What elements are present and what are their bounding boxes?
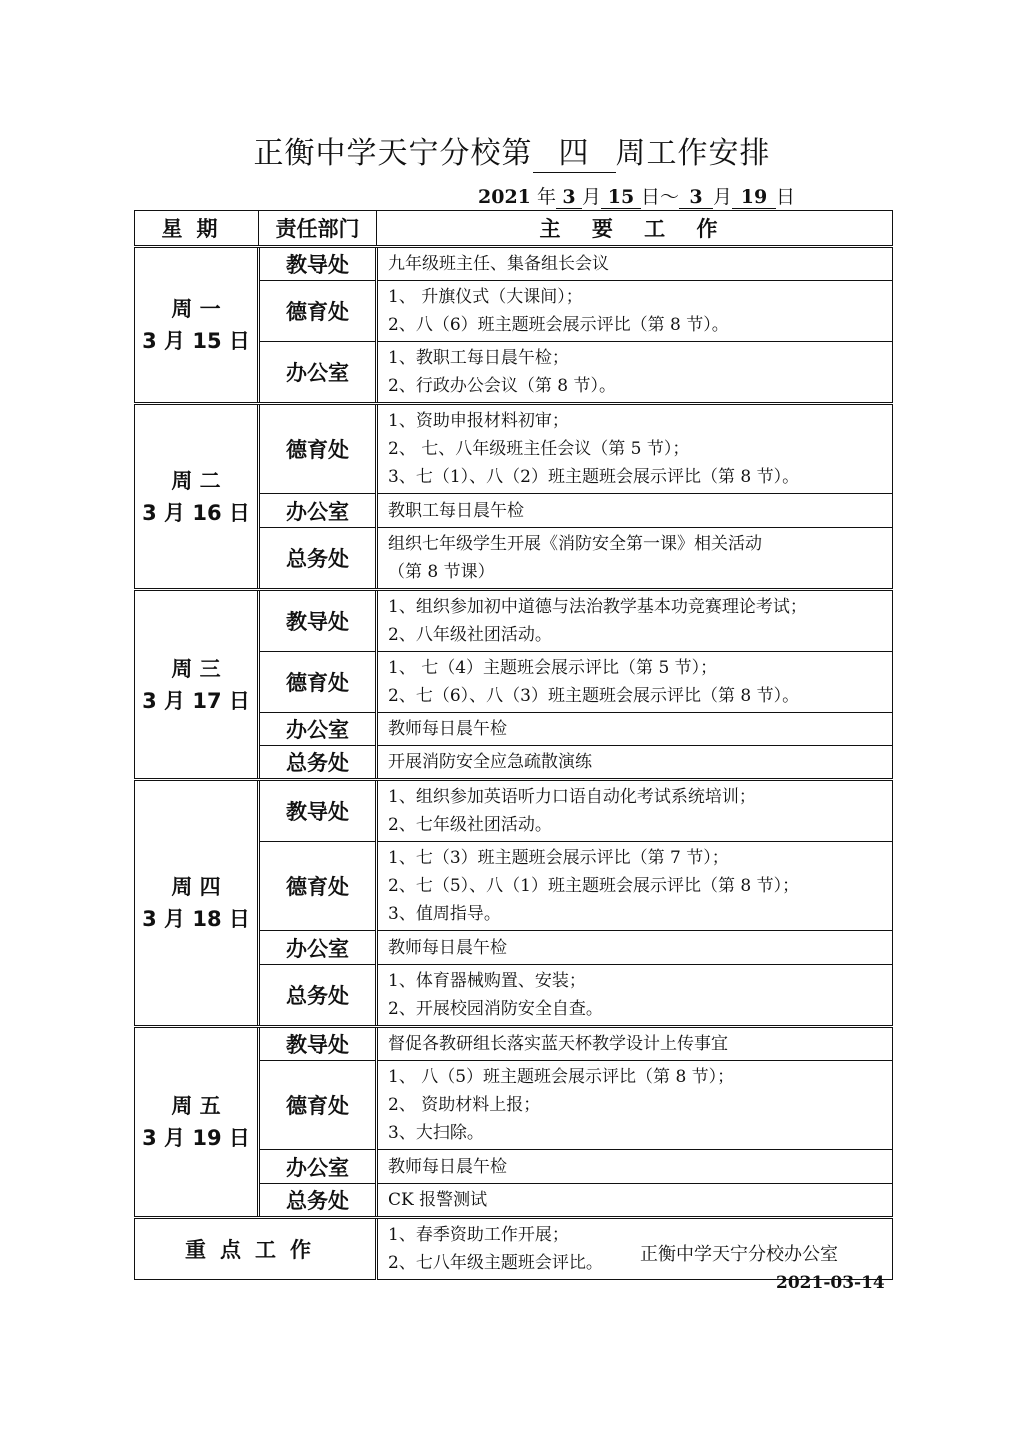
department-cell: 德育处 <box>259 281 377 342</box>
weekday-label: 周 二 <box>171 468 221 493</box>
date-month-unit-2: 月 <box>713 186 733 208</box>
department-cell: 办公室 <box>259 494 377 528</box>
work-item: 2、八年级社团活动。 <box>388 625 552 645</box>
work-item: 1、教职工每日晨午检； <box>388 348 569 368</box>
weekday-date: 3 月 15 日 <box>142 329 250 353</box>
weekday-cell <box>135 247 259 404</box>
table-row <box>135 247 893 281</box>
key-work-label: 重点工作 <box>135 1218 377 1280</box>
weekday-date: 3 月 18 日 <box>142 907 250 931</box>
date-end-month: 3 <box>679 186 713 209</box>
work-item: CK 报警测试 <box>388 1190 488 1210</box>
work-item: 3、值周指导。 <box>388 904 501 924</box>
department-cell: 德育处 <box>259 842 377 931</box>
work-item: 2、七（5）、八（1）班主题班会展示评比（第 8 节）； <box>388 876 800 896</box>
department-cell: 办公室 <box>259 713 377 746</box>
weekday-cell <box>135 404 259 590</box>
work-item: 1、组织参加初中道德与法治教学基本功竞赛理论考试； <box>388 597 807 617</box>
department-cell: 教导处 <box>259 780 377 842</box>
department-cell: 德育处 <box>259 652 377 713</box>
work-item: 九年级班主任、集备组长会议 <box>388 254 609 274</box>
weekday-label: 周 四 <box>171 875 221 899</box>
date-end-day: 19 <box>732 186 776 209</box>
date-start-day: 15 <box>601 186 641 209</box>
work-item: 2、七（6）、八（3）班主题班会展示评比（第 8 节）。 <box>388 686 800 706</box>
work-cell <box>377 1184 893 1218</box>
work-cell <box>377 404 893 494</box>
weekday-date: 3 月 17 日 <box>142 688 250 713</box>
date-start-month: 3 <box>556 186 582 209</box>
work-item: 2、 七、八年级班主任会议（第 5 节）； <box>388 439 690 459</box>
work-cell <box>377 1027 893 1061</box>
work-item: 教职工每日晨午检 <box>388 500 524 521</box>
weekday-cell <box>135 780 259 1027</box>
work-item: 1、 八（5）班主题班会展示评比（第 8 节）； <box>388 1067 735 1087</box>
department-cell: 办公室 <box>259 1150 377 1184</box>
weekday-date: 3 月 16 日 <box>142 500 250 525</box>
footer-date: 2021-03-14 <box>776 1273 885 1293</box>
work-item: （第 8 节课） <box>388 562 495 582</box>
department-cell: 总务处 <box>259 746 377 780</box>
table-row <box>135 404 893 494</box>
work-item: 开展消防安全应急疏散演练 <box>388 752 592 772</box>
header-weekday: 星期 <box>135 211 259 247</box>
work-cell <box>377 965 893 1027</box>
work-item: 组织七年级学生开展《消防安全第一课》相关活动 <box>388 534 762 554</box>
work-cell <box>377 1061 893 1150</box>
date-day-unit-2: 日 <box>776 186 796 208</box>
work-item: 3、七（1）、八（2）班主题班会展示评比（第 8 节）。 <box>388 467 800 487</box>
table-row <box>135 590 893 652</box>
work-item: 1、体育器械购置、安装； <box>388 971 586 991</box>
department-cell: 德育处 <box>259 404 377 494</box>
work-cell <box>377 1150 893 1184</box>
title-week-number: 四 <box>533 136 616 173</box>
work-cell <box>377 528 893 590</box>
department-cell: 教导处 <box>259 590 377 652</box>
header-department: 责任部门 <box>259 211 377 247</box>
weekday-date: 3 月 19 日 <box>142 1126 250 1150</box>
work-item: 督促各教研组长落实蓝天杯教学设计上传事宜 <box>388 1034 728 1054</box>
work-item: 1、 七（4）主题班会展示评比（第 5 节）； <box>388 658 718 678</box>
work-item: 2、 资助材料上报； <box>388 1095 541 1115</box>
work-item: 3、大扫除。 <box>388 1123 484 1143</box>
title-suffix: 周工作安排 <box>615 136 771 171</box>
weekday-label: 周 三 <box>171 656 221 681</box>
work-cell <box>377 842 893 931</box>
table-header-row <box>135 211 893 247</box>
table-row <box>135 780 893 842</box>
work-item: 1、资助申报材料初审； <box>388 411 569 431</box>
date-month-unit: 月 <box>581 186 601 208</box>
header-main-work: 主 要 工 作 <box>377 211 893 247</box>
date-year: 2021 <box>478 186 531 208</box>
work-item: 2、行政办公会议（第 8 节）。 <box>388 376 616 396</box>
work-cell <box>377 652 893 713</box>
work-cell <box>377 746 893 780</box>
work-item: 2、开展校园消防安全自查。 <box>388 999 603 1019</box>
work-item: 1、组织参加英语听力口语自动化考试系统培训； <box>388 787 756 807</box>
department-cell: 教导处 <box>259 1027 377 1061</box>
key-work-item: 1、春季资助工作开展； <box>388 1225 569 1245</box>
weekday-cell <box>135 590 259 780</box>
table-row <box>135 1027 893 1061</box>
work-item: 1、七（3）班主题班会展示评比（第 7 节）； <box>388 848 729 868</box>
title-prefix: 正衡中学天宁分校第 <box>253 136 533 171</box>
footer-organization: 正衡中学天宁分校办公室 <box>640 1244 838 1265</box>
page-title <box>0 128 1024 173</box>
department-cell: 总务处 <box>259 1184 377 1218</box>
date-range <box>478 182 795 209</box>
key-work-item: 2、七八年级主题班会评比。 <box>388 1253 603 1273</box>
department-cell: 办公室 <box>259 931 377 965</box>
work-item: 教师每日晨午检 <box>388 1156 507 1177</box>
date-year-unit: 年 <box>536 186 556 208</box>
work-item: 1、 升旗仪式（大课间）； <box>388 287 583 307</box>
work-cell <box>377 931 893 965</box>
work-cell <box>377 713 893 746</box>
date-separator: ～ <box>659 186 679 208</box>
work-cell <box>377 281 893 342</box>
work-item: 教师每日晨午检 <box>388 719 507 739</box>
work-item: 教师每日晨午检 <box>388 937 507 958</box>
department-cell: 德育处 <box>259 1061 377 1150</box>
work-cell <box>377 342 893 404</box>
work-item: 2、七年级社团活动。 <box>388 815 552 835</box>
work-cell <box>377 780 893 842</box>
work-item: 2、八（6）班主题班会展示评比（第 8 节）。 <box>388 315 729 335</box>
work-cell <box>377 590 893 652</box>
weekday-cell <box>135 1027 259 1218</box>
date-day-unit: 日 <box>640 186 660 208</box>
department-cell: 总务处 <box>259 528 377 590</box>
work-cell <box>377 494 893 528</box>
department-cell: 教导处 <box>259 247 377 281</box>
weekday-label: 周 五 <box>171 1094 221 1118</box>
weekday-label: 周 一 <box>171 297 221 321</box>
department-cell: 办公室 <box>259 342 377 404</box>
work-cell <box>377 247 893 281</box>
schedule-table <box>134 210 893 1280</box>
department-cell: 总务处 <box>259 965 377 1027</box>
schedule-body <box>135 247 893 1280</box>
